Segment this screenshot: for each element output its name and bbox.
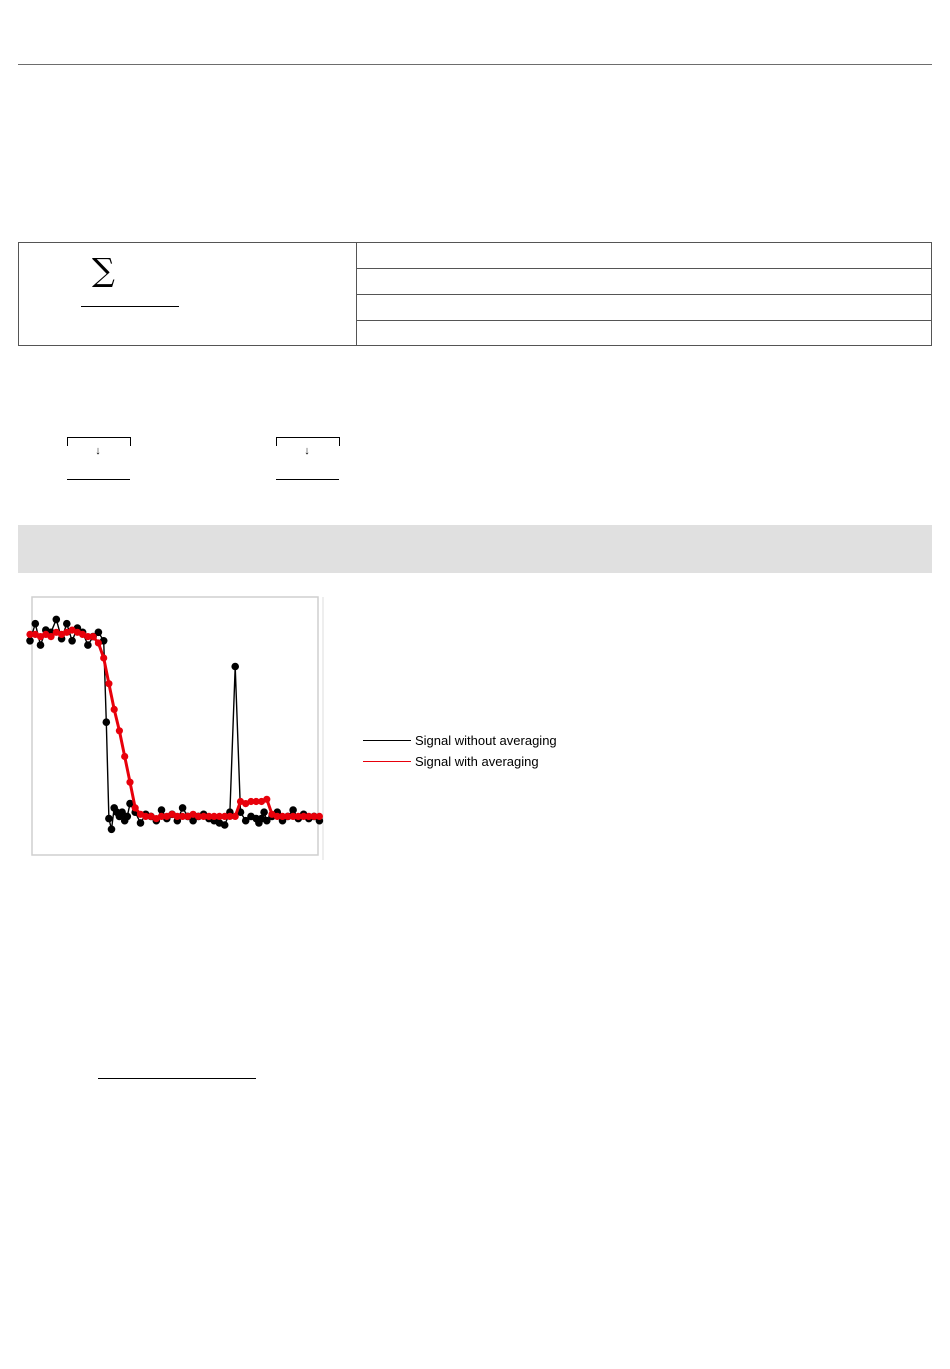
data-point-raw <box>108 826 116 834</box>
legend-swatch-avg <box>363 761 411 762</box>
data-point-raw <box>221 821 229 829</box>
section-header-band <box>18 525 932 573</box>
top-divider <box>18 64 932 65</box>
data-point-raw <box>53 616 61 624</box>
legend-label-avg: Signal with averaging <box>415 754 539 769</box>
table-row-divider <box>356 320 931 321</box>
table-row-divider <box>356 294 931 295</box>
data-point-averaged <box>116 727 123 734</box>
legend-label-raw: Signal without averaging <box>415 733 557 748</box>
sigma-icon: ∑ <box>92 251 115 289</box>
data-point-raw <box>26 637 34 645</box>
legend-swatch-raw <box>363 740 411 741</box>
data-point-averaged <box>90 633 97 640</box>
data-point-averaged <box>105 680 112 687</box>
data-point-averaged <box>132 804 139 811</box>
data-point-raw <box>63 620 71 628</box>
signal-chart <box>18 590 328 865</box>
data-point-raw <box>179 804 187 812</box>
formula-cell <box>19 243 357 345</box>
data-point-raw <box>260 808 268 816</box>
down-arrow-icon: ↓ <box>304 445 310 457</box>
data-point-averaged <box>111 706 118 713</box>
data-point-averaged <box>121 753 128 760</box>
data-point-averaged <box>263 796 270 803</box>
data-point-raw <box>68 637 76 645</box>
table-row-divider <box>356 268 931 269</box>
data-point-raw <box>105 815 113 823</box>
data-point-raw <box>103 718 111 726</box>
fraction-bar <box>81 306 179 307</box>
data-point-averaged <box>100 654 107 661</box>
data-point-averaged <box>95 639 102 646</box>
data-point-raw <box>124 813 132 821</box>
data-point-averaged <box>316 813 323 820</box>
data-point-averaged <box>232 813 239 820</box>
data-point-raw <box>231 663 239 671</box>
data-point-raw <box>32 620 40 628</box>
underline-right <box>276 479 339 480</box>
data-point-raw <box>84 641 92 649</box>
formula-table <box>18 242 932 346</box>
data-point-averaged <box>126 779 133 786</box>
down-arrow-icon: ↓ <box>95 445 101 457</box>
footnote-divider <box>98 1078 256 1079</box>
data-point-raw <box>289 806 297 814</box>
underline-left <box>67 479 130 480</box>
data-point-raw <box>137 819 145 827</box>
data-point-raw <box>37 641 45 649</box>
data-point-raw <box>158 806 166 814</box>
